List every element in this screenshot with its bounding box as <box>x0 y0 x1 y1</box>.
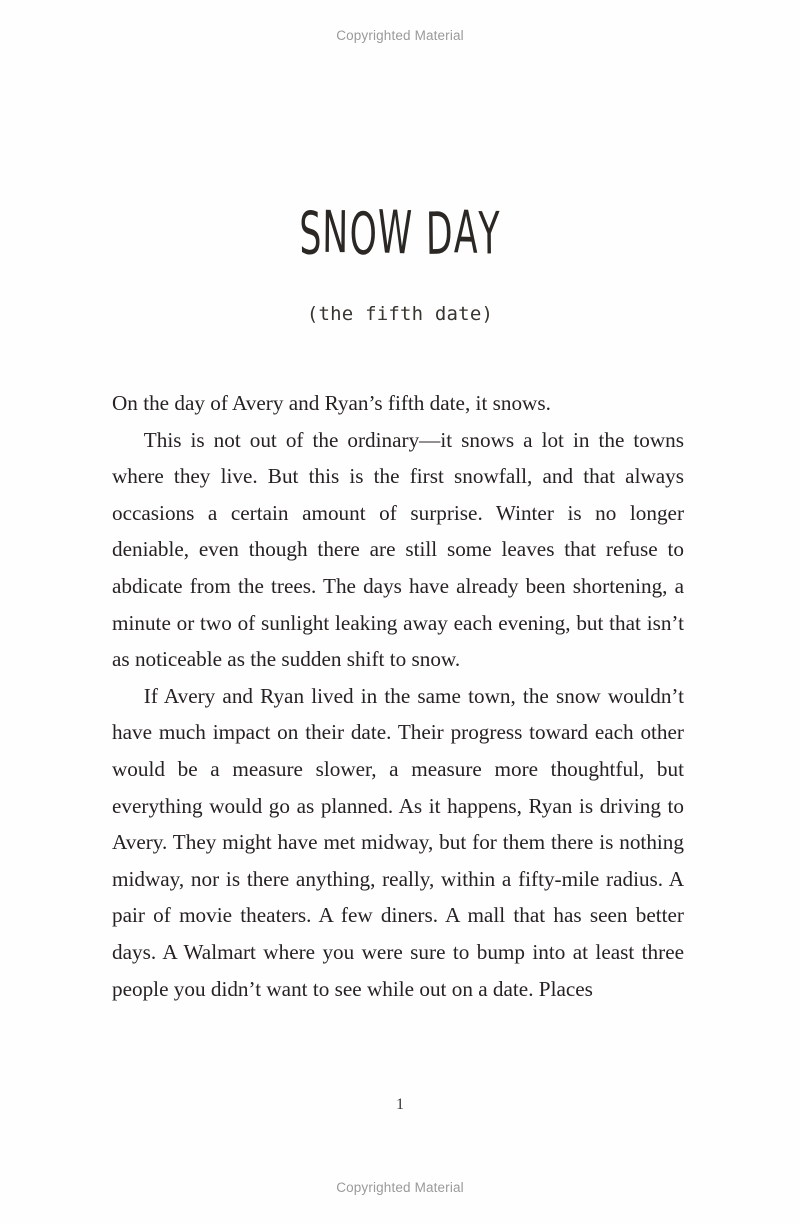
paragraph: If Avery and Ryan lived in the same town, the snow wouldn’t have much impact on their date. Their progress toward each other would be a measure slower, a measure more thoughtful, but everything would go as planned. As it happens, Ryan is driving to Avery. They might have met midway, but for them there is nothing midway, nor is there anything, really, within a fifty-mile radius. A pair of movie theaters. A few diners. A mall that has seen better days. A Walmart where you were sure to bump into at least three people you didn’t want to see while out on a date. Places <box>112 683 684 1001</box>
chapter-title-letter: A <box>453 199 479 268</box>
body-text <box>112 385 684 1007</box>
paragraph: On the day of Avery and Ryan’s fifth date, it snows. <box>112 391 551 415</box>
copyright-watermark-top: Copyrighted Material <box>336 28 464 43</box>
chapter-title-letter: W <box>377 198 414 269</box>
chapter-title-letter: O <box>349 201 378 269</box>
paragraph: This is not out of the ordinary—it snows a lot in the towns where they live. But this is the first snowfall, and that always occasions a certain amount of surprise. Winter is no longer deniable, even though there are still some leaves that refuse to abdicate from the trees. The days have already been shortening, a minute or two of sunlight leaking away each evening, but that isn’t as noticeable as the sudden shift to snow. <box>112 427 684 672</box>
chapter-subtitle: (the fifth date) <box>306 303 494 325</box>
chapter-title-letter: D <box>425 200 454 269</box>
page-number: 1 <box>396 1096 404 1113</box>
chapter-title <box>298 198 501 269</box>
copyright-watermark-bottom: Copyrighted Material <box>336 1180 464 1195</box>
chapter-title-letter: Y <box>478 200 501 269</box>
chapter-heading <box>0 198 800 269</box>
chapter-title-letter: S <box>298 200 323 269</box>
chapter-title-letter: N <box>322 199 350 267</box>
